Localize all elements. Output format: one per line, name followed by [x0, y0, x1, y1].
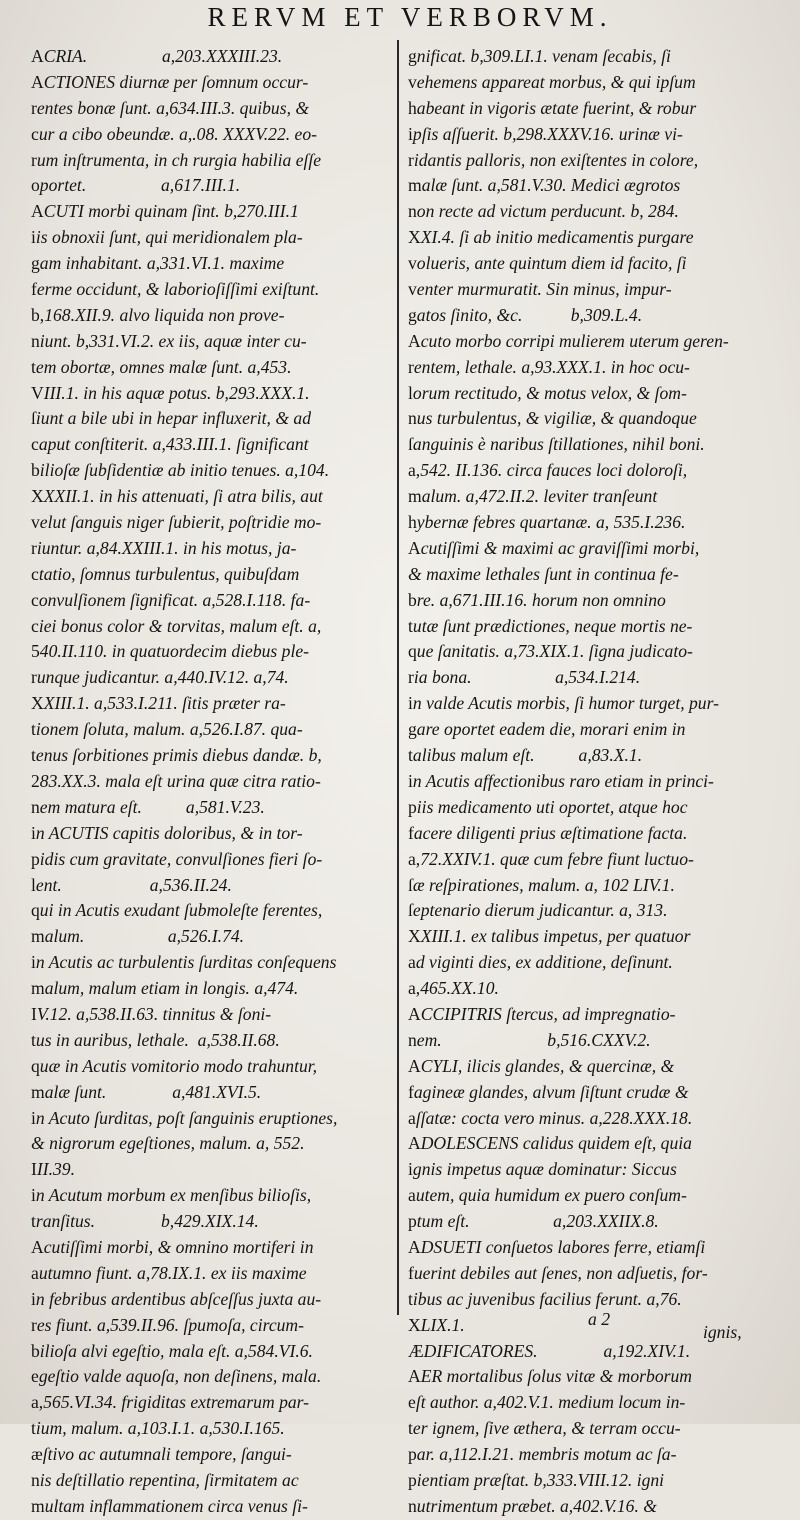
index-line: ipſis aſſuerit. b,298.XXXV.16. urinæ vi-: [408, 123, 683, 144]
index-line: talibus malum eſt. a,83.X.1.: [408, 745, 643, 766]
index-line: Acutiſſimi morbi, & omnino mortiferi in: [31, 1236, 314, 1257]
index-line: in Acuto ſurditas, poſt ſanguinis eruptiones,: [31, 1107, 338, 1128]
index-line: caput conſtiterit. a,433.III.1. ſignificant: [31, 434, 309, 455]
index-line: 540.II.110. in quatuordecim diebus ple-: [31, 641, 310, 662]
index-line: par. a,112.I.21. membris motum ac ſa-: [408, 1444, 677, 1465]
index-line: bilioſa alvi egeſtio, mala eſt. a,584.VI.6.: [31, 1340, 313, 1361]
index-line: piis medicamento uti oportet, atque hoc: [408, 796, 688, 817]
index-line: in Acutum morbum ex menſibus bilioſis,: [31, 1185, 312, 1206]
index-line: fuerint debiles aut ſenes, non adſuetis, for-: [408, 1262, 708, 1283]
index-line: pidis cum gravitate, convulſiones fieri ſo-: [31, 848, 323, 869]
index-line: in ACUTIS capitis doloribus, & in tor-: [31, 822, 303, 843]
index-line: ACRIA. a,203.XXXIII.23.: [31, 46, 283, 66]
signature-mark: a 2: [588, 1309, 610, 1329]
index-line: ridantis palloris, non exiſtentes in colore,: [408, 149, 699, 170]
index-line: eſt author. a,402.V.1. medium locum in-: [408, 1392, 686, 1413]
index-line: gare oportet eadem die, morari enim in: [408, 719, 686, 740]
index-line: in Acutis affectionibus raro etiam in princi-: [408, 770, 714, 791]
index-line: ferme occidunt, & laborioſiſſimi exiſtunt.: [31, 279, 320, 300]
index-line: multam inflammationem circa venus ſi-: [31, 1495, 308, 1516]
index-line: ptum eſt. a,203.XXIIX.8.: [408, 1211, 659, 1232]
index-line: ria bona. a,534.I.214.: [408, 667, 641, 688]
index-line: qui in Acutis exudant ſubmoleſte ferentes,: [31, 900, 323, 921]
index-line: nem matura eſt. a,581.V.23.: [31, 796, 265, 817]
column-rule: [397, 40, 399, 1315]
index-line: a,565.VI.34. frigiditas extremarum par-: [31, 1392, 310, 1413]
index-line: habeant in vigoris ætate fuerint, & robur: [408, 97, 697, 118]
index-line: b,168.XII.9. alvo liquida non prove-: [31, 304, 285, 325]
index-line: Acuto morbo corripi mulierem uterum geren-: [408, 330, 729, 351]
index-line: tus in auribus, lethale. a,538.II.68.: [31, 1029, 280, 1050]
index-line: ſeptenario dierum judicantur. a, 313.: [408, 900, 668, 921]
index-line: ſæ reſpirationes, malum. a, 102 LIV.1.: [408, 874, 675, 895]
index-line: gam inhabitant. a,331.VI.1. maxime: [31, 253, 285, 274]
index-line: IV.12. a,538.II.63. tinnitus & ſoni-: [31, 1003, 272, 1024]
index-line: 283.XX.3. mala eſt urina quæ citra ratio-: [31, 770, 321, 791]
right-column: [408, 44, 773, 1520]
index-line: ciei bonus color & torvitas, malum eſt. a,: [31, 615, 322, 636]
index-line: tium, malum. a,103.I.1. a,530.I.165.: [31, 1418, 285, 1439]
index-line: pientiam præſtat. b,333.VIII.12. igni: [408, 1469, 665, 1490]
index-line: tutæ ſunt prædictiones, neque mortis ne-: [408, 615, 693, 636]
index-line: riuntur. a,84.XXIII.1. in his motus, ja-: [31, 537, 297, 558]
index-line: ignis impetus aquæ dominatur: Siccus: [408, 1159, 677, 1180]
index-line: runque judicantur. a,440.IV.12. a,74.: [31, 667, 289, 688]
index-line: in Acutis ac turbulentis ſurditas conſequens: [31, 952, 337, 973]
index-line: hybernæ febres quartanæ. a, 535.I.236.: [408, 512, 686, 533]
catchword: ignis,: [703, 1322, 742, 1342]
index-line: a,465.XX.10.: [408, 978, 499, 999]
index-line: malum, malum etiam in longis. a,474.: [31, 978, 299, 999]
index-line: rentem, lethale. a,93.XXX.1. in hoc ocu-: [408, 356, 690, 377]
index-line: nus turbulentus, & vigiliæ, & quandoque: [408, 408, 697, 429]
index-line: autem, quia humidum ex puero conſum-: [408, 1185, 687, 1206]
index-line: ad viginti dies, ex additione, deſinunt.: [408, 952, 673, 973]
index-line: a,72.XXIV.1. quæ cum febre fiunt luctuo-: [408, 848, 694, 869]
index-line: ter ignem, ſive æthera, & terram occu-: [408, 1418, 681, 1439]
index-line: ſanguinis è naribus ſtillationes, nihil boni.: [408, 434, 705, 455]
index-line: convulſionem ſignificat. a,528.I.118. fa-: [31, 589, 311, 610]
index-line: XXIII.1. a,533.I.211. ſitis præter ra-: [31, 693, 286, 714]
index-line: ctatio, ſomnus turbulentus, quibuſdam: [31, 563, 300, 584]
index-line: volueris, ante quintum diem id facito, ſi: [408, 253, 687, 274]
index-line: tibus ac juvenibus facilius ferunt. a,76.: [408, 1288, 682, 1309]
index-line: rentes bonæ ſunt. a,634.III.3. quibus, &: [31, 97, 310, 118]
index-line: nutrimentum præbet. a,402.V.16. &: [408, 1495, 657, 1516]
index-line: ADOLESCENS calidus quidem eſt, quia: [408, 1133, 692, 1154]
index-line: ADSUETI conſuetos labores ferre, etiamſi: [408, 1236, 706, 1257]
index-line: tem obortæ, omnes malæ ſunt. a,453.: [31, 356, 292, 377]
index-line: bre. a,671.III.16. horum non omnino: [408, 589, 666, 610]
index-line: AER mortalibus ſolus vitæ & morborum: [408, 1366, 692, 1387]
index-line: a,542. II.136. circa fauces loci doloroſi,: [408, 460, 688, 481]
index-line: malæ ſunt. a,481.XVI.5.: [31, 1081, 262, 1102]
index-line: XXXII.1. in his attenuati, ſi atra bilis, aut: [31, 486, 323, 507]
index-line: gnificat. b,309.LI.1. venam ſecabis, ſi: [408, 46, 671, 66]
index-line: ACUTI morbi quinam ſint. b,270.III.1: [31, 201, 299, 222]
index-line: nem. b,516.CXXV.2.: [408, 1029, 651, 1050]
index-line: quæ in Acutis vomitorio modo trahuntur,: [31, 1055, 318, 1076]
index-line: tranſitus. b,429.XIX.14.: [31, 1211, 259, 1232]
index-line: niunt. b,331.VI.2. ex iis, aquæ inter cu-: [31, 330, 307, 351]
index-line: XXI.4. ſi ab initio medicamentis purgare: [408, 227, 694, 248]
index-line: ACCIPITRIS ſtercus, ad impregnatio-: [408, 1003, 676, 1024]
index-line: res fiunt. a,539.II.96. ſpumoſa, circum-: [31, 1314, 304, 1335]
index-line: & nigrorum egeſtiones, malum. a, 552.: [31, 1133, 305, 1154]
index-line: in valde Acutis morbis, ſi humor turget, pur-: [408, 693, 719, 714]
running-head: RERVM ET VERBORVM.: [207, 2, 613, 32]
index-line: III.39.: [31, 1159, 75, 1180]
index-line: velut ſanguis niger ſubierit, poſtridie mo-: [31, 512, 322, 533]
index-line: autumno fiunt. a,78.IX.1. ex iis maxime: [31, 1262, 307, 1283]
index-line: que ſanitatis. a,73.XIX.1. ſigna judicato-: [408, 641, 693, 662]
index-line: XLIX.1.: [408, 1314, 465, 1335]
index-line: XXIII.1. ex talibus impetus, per quatuor: [408, 926, 691, 947]
index-line: bilioſæ ſubſidentiæ ab initio tenues. a,104.: [31, 460, 330, 481]
index-line: æſtivo ac autumnali tempore, ſangui-: [31, 1444, 292, 1465]
index-line: VIII.1. in his aquæ potus. b,293.XXX.1.: [31, 382, 310, 403]
left-column: [31, 44, 393, 1520]
index-line: ÆDIFICATORES. a,192.XIV.1.: [408, 1340, 691, 1361]
index-line: in febribus ardentibus abſceſſus juxta au-: [31, 1288, 322, 1309]
index-line: ſiunt a bile ubi in hepar influxerit, & ad: [31, 408, 312, 429]
index-line: egeſtio valde aquoſa, non deſinens, mala.: [31, 1366, 322, 1387]
index-line: lent. a,536.II.24.: [31, 874, 232, 895]
index-line: vehemens appareat morbus, & qui ipſum: [408, 71, 696, 92]
index-line: malæ ſunt. a,581.V.30. Medici ægrotos: [408, 175, 681, 196]
index-line: malum. a,526.I.74.: [31, 926, 245, 947]
index-line: ACYLI, ilicis glandes, & quercinæ, &: [408, 1055, 675, 1076]
index-line: oportet. a,617.III.1.: [31, 175, 241, 196]
index-line: tenus ſorbitiones primis diebus dandæ. b,: [31, 745, 322, 766]
index-line: cur a cibo obeundæ. a,.08. XXXV.22. eo-: [31, 123, 318, 144]
index-line: & maxime lethales ſunt in continua fe-: [408, 563, 679, 584]
index-line: ACTIONES diurnæ per ſomnum occur-: [31, 71, 309, 92]
index-line: tionem ſoluta, malum. a,526.I.87. qua-: [31, 719, 303, 740]
index-line: iis obnoxii ſunt, qui meridionalem pla-: [31, 227, 303, 248]
index-line: non recte ad victum perducunt. b, 284.: [408, 201, 679, 222]
index-line: aſſatæ: cocta vero minus. a,228.XXX.18.: [408, 1107, 693, 1128]
index-line: nis deſtillatio repentina, ſirmitatem ac: [31, 1469, 299, 1490]
index-line: venter murmuratit. Sin minus, impur-: [408, 279, 672, 300]
index-line: facere diligenti prius æſtimatione facta.: [408, 822, 688, 843]
index-line: fagineæ glandes, alvum ſiſtunt crudæ &: [408, 1081, 689, 1102]
index-line: malum. a,472.II.2. leviter tranſeunt: [408, 486, 658, 507]
index-line: Acutiſſimi & maximi ac graviſſimi morbi,: [408, 537, 700, 558]
index-line: gatos ſinito, &c. b,309.L.4.: [408, 304, 643, 325]
index-line: rum inſtrumenta, in ch rurgia habilia eſſe: [31, 149, 322, 170]
index-line: lorum rectitudo, & motus velox, & ſom-: [408, 382, 687, 403]
